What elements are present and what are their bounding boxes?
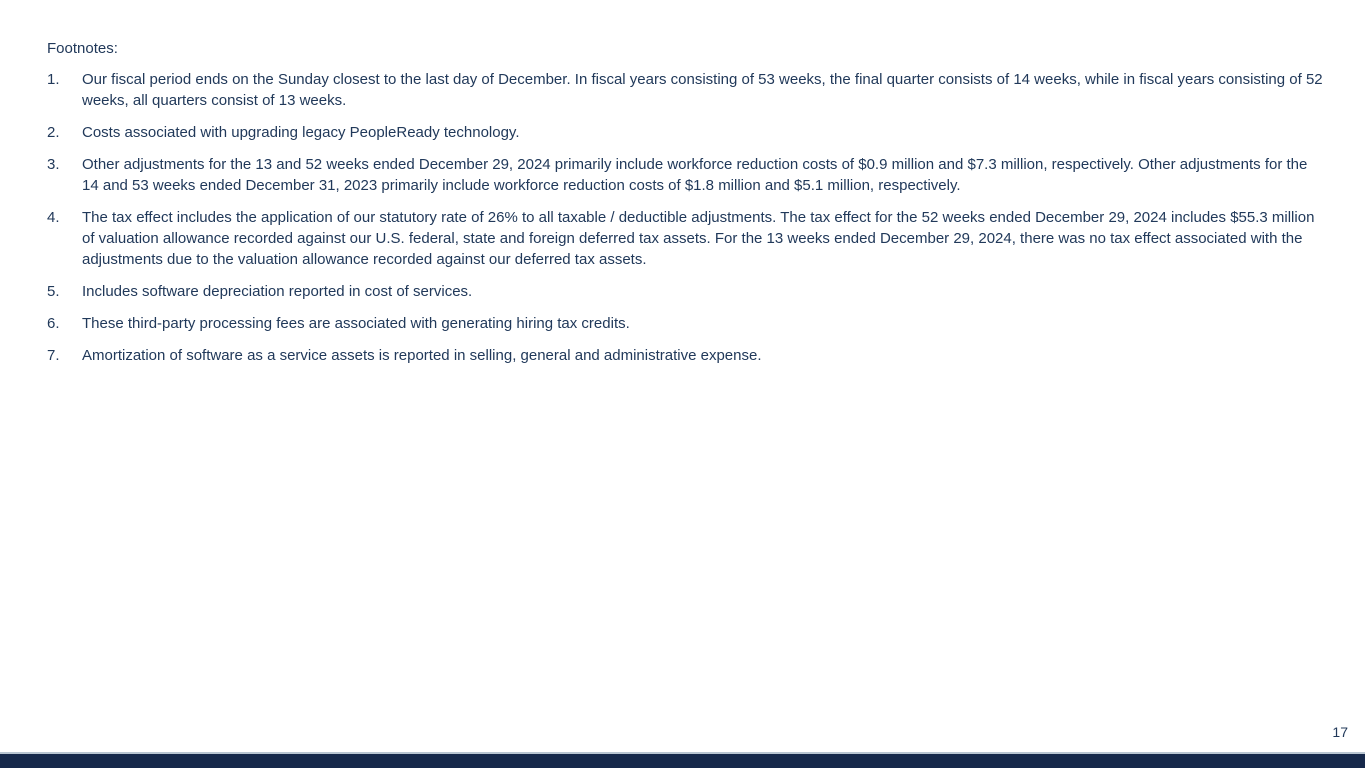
footnote-text: Costs associated with upgrading legacy PeopleReady technology. xyxy=(82,124,520,141)
footnotes-heading: Footnotes: xyxy=(47,40,118,57)
footnote-number: 2. xyxy=(47,124,60,141)
footnote-text: Includes software depreciation reported in cost of services. xyxy=(82,283,473,300)
footnote-number: 7. xyxy=(47,347,60,364)
footnote-number: 3. xyxy=(47,156,60,173)
footnote-item xyxy=(47,154,1323,196)
footnote-text: Our fiscal period ends on the Sunday closest to the last day of December. In fiscal years consisting of 53 weeks, the final quarter consists of 14 weeks, while in fiscal years consisting of 52 weeks, all quarters consist of 13 weeks. xyxy=(82,71,1323,109)
footnote-item xyxy=(47,207,1323,270)
footnote-item xyxy=(47,281,1323,302)
footnote-item xyxy=(47,313,1323,334)
footnote-number: 4. xyxy=(47,209,60,226)
footnote-item xyxy=(47,69,1323,111)
footnote-item xyxy=(47,122,1323,143)
page-number: 17 xyxy=(1332,724,1348,740)
footnote-number: 6. xyxy=(47,315,60,332)
footnote-text: These third-party processing fees are associated with generating hiring tax credits. xyxy=(82,315,630,332)
footnote-text: Other adjustments for the 13 and 52 weeks ended December 29, 2024 primarily include workforce reduction costs of $0.9 million and $7.3 million, respectively. Other adjustments for the 14 and 53 weeks ended December 31, 2023 primarily include workforce reduction costs of $1.8 million and $5.1 million, respectively. xyxy=(82,156,1308,194)
footnotes-list xyxy=(47,69,1323,366)
footnote-text: Amortization of software as a service assets is reported in selling, general and administrative expense. xyxy=(82,347,762,364)
footnote-item xyxy=(47,345,1323,366)
slide-content xyxy=(47,38,1323,377)
footnote-number: 5. xyxy=(47,283,60,300)
footer-bar xyxy=(0,752,1365,768)
footnote-number: 1. xyxy=(47,71,60,88)
footnote-text: The tax effect includes the application of our statutory rate of 26% to all taxable / deductible adjustments. The tax effect for the 52 weeks ended December 29, 2024 includes $55.3 million of valuation allowance recorded against our U.S. federal, state and foreign deferred tax assets. For the 13 weeks ended December 29, 2024, there was no tax effect associated with the adjustments due to the valuation allowance recorded against our deferred tax assets. xyxy=(82,209,1315,268)
